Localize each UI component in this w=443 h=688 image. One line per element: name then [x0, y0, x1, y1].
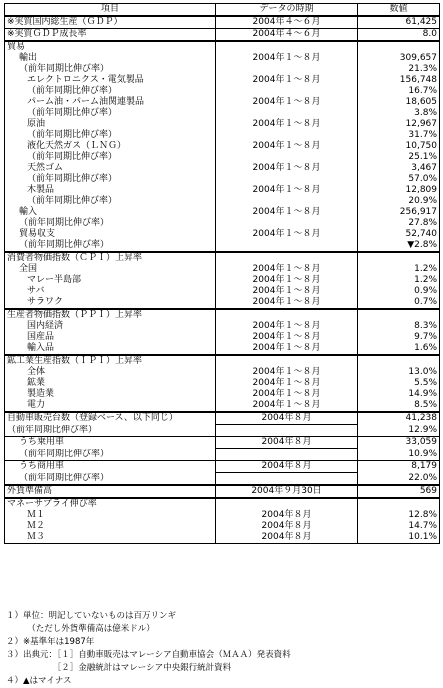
- line-label: エレクトロニクス・電気製品: [27, 75, 144, 85]
- auto-growth-value: 10.9%: [358, 449, 440, 461]
- line-value: 10,750: [405, 141, 437, 151]
- line-period: 2004年１～８月: [252, 75, 321, 85]
- auto-period: 2004年８月: [216, 437, 358, 449]
- footnote-line: （ただし外貨準備高は億米ドル）: [6, 624, 155, 634]
- line-period: [218, 152, 355, 163]
- table-header-row: [5, 4, 440, 17]
- line-period: [218, 174, 355, 185]
- line-label: （前年同期比伸び率）: [27, 108, 118, 118]
- line-period: 2004年１～８月: [252, 332, 321, 342]
- auto-growth-row: [5, 425, 440, 437]
- line-label: Ｍ１: [27, 510, 46, 520]
- cpi-labels: [5, 252, 216, 309]
- auto-growth-period: [216, 449, 358, 461]
- auto-period: 2004年８月: [216, 412, 358, 425]
- line-value: 1.2%: [414, 264, 437, 274]
- line-value: 156,748: [399, 75, 437, 85]
- line-period: 2004年８月: [261, 521, 312, 531]
- auto-growth-row: [5, 449, 440, 461]
- line-period: 2004年１～８月: [252, 275, 321, 285]
- reserves-value: 569: [358, 485, 440, 498]
- reserves-label: 外貨準備高: [5, 485, 216, 498]
- line-label: Ｍ３: [27, 532, 46, 542]
- auto-value: 41,238: [358, 412, 440, 425]
- auto-growth-row: [5, 473, 440, 486]
- ppi-values: [358, 309, 440, 355]
- auto-label: うち商用車: [5, 461, 216, 473]
- line-period: [218, 218, 355, 229]
- line-period: 2004年１～８月: [252, 378, 321, 388]
- auto-growth-label: （前年同期比伸び率）: [5, 473, 216, 486]
- line-value: 27.8%: [408, 218, 437, 228]
- auto-row: [5, 461, 440, 473]
- line-label: 国産品: [27, 332, 55, 342]
- line-label: 電力: [27, 400, 46, 410]
- line-label: 鉱業: [27, 378, 46, 388]
- money-values: [358, 498, 440, 544]
- row-label: ※実質国内総生産（ＧＤＰ）: [5, 16, 216, 29]
- line-label: （前年同期比伸び率）: [27, 86, 118, 96]
- line-period: 2004年１～８月: [252, 163, 321, 173]
- line-label: （前年同期比伸び率）: [27, 130, 118, 140]
- line-value: 12,967: [405, 119, 437, 129]
- line-period: 2004年１～８月: [252, 97, 321, 107]
- auto-row: [5, 437, 440, 449]
- line-value: 8.3%: [414, 321, 437, 331]
- line-period: [218, 64, 355, 75]
- row-period: 2004年４～６月: [216, 29, 358, 42]
- line-period: 2004年１～８月: [252, 286, 321, 296]
- auto-value: 8,179: [358, 461, 440, 473]
- line-period: 2004年８月: [261, 510, 312, 520]
- money-periods: [216, 498, 358, 544]
- line-value: 0.7%: [414, 297, 437, 307]
- trade-section: [5, 41, 440, 252]
- line-label: （前年同期比伸び率）: [27, 152, 118, 162]
- line-period: 2004年１～８月: [252, 343, 321, 353]
- row-period: 2004年４～６月: [216, 16, 358, 29]
- ipi-labels: [5, 355, 216, 412]
- economic-indicators-table: [4, 3, 440, 544]
- line-value: 12,809: [405, 185, 437, 195]
- line-value: 0.9%: [414, 286, 437, 296]
- line-value: 9.7%: [414, 332, 437, 342]
- line-period: [218, 86, 355, 97]
- line-period: 2004年１～８月: [252, 207, 321, 217]
- header-value: 数値: [358, 4, 440, 17]
- reserves-row: [5, 485, 440, 498]
- line-label: 貿易収支: [19, 229, 56, 239]
- ppi-periods: [216, 309, 358, 355]
- line-period: [218, 130, 355, 141]
- footnote-line: ３）出典元：［１］自動車販売はマレーシア自動車協会（ＭＡＡ）発表資料: [6, 650, 291, 660]
- row-value: 8.0: [358, 29, 440, 42]
- auto-label: 自動車販売台数（登録ベース、以下同じ）: [5, 412, 216, 425]
- line-value: 5.5%: [414, 378, 437, 388]
- line-value: 52,740: [405, 229, 437, 239]
- row-value: 61,425: [358, 16, 440, 29]
- trade-values: [358, 41, 440, 252]
- auto-growth-value: 12.9%: [358, 425, 440, 437]
- line-period: 2004年１～８月: [252, 229, 321, 239]
- line-period: 2004年１～８月: [252, 185, 321, 195]
- auto-growth-value: 22.0%: [358, 473, 440, 486]
- ppi-section: [5, 309, 440, 355]
- line-period: [218, 196, 355, 207]
- line-value: 21.3%: [408, 64, 437, 74]
- trade-periods: [216, 41, 358, 252]
- line-value: 16.7%: [408, 86, 437, 96]
- header-item: 項目: [5, 4, 216, 17]
- line-value: 57.0%: [408, 174, 437, 184]
- ipi-values: [358, 355, 440, 412]
- auto-row: [5, 412, 440, 425]
- auto-growth-label: （前年同期比伸び率）: [5, 425, 216, 437]
- auto-growth-label: （前年同期比伸び率）: [5, 449, 216, 461]
- line-value: 3,467: [411, 163, 437, 173]
- line-value: 31.7%: [408, 130, 437, 140]
- line-value: 20.9%: [408, 196, 437, 206]
- ppi-labels: [5, 309, 216, 355]
- footnote-line: １）単位：明記していないものは百万リンギ: [6, 611, 177, 621]
- line-value: 1.2%: [414, 275, 437, 285]
- line-value: 1.6%: [414, 343, 437, 353]
- line-period: [218, 108, 355, 119]
- table-row: [5, 29, 440, 42]
- line-period: 2004年１～８月: [252, 53, 321, 63]
- line-label: （前年同期比伸び率）: [27, 196, 118, 206]
- line-period: [218, 240, 355, 251]
- line-value: 309,657: [399, 53, 437, 63]
- footnote-line: ４）▲はマイナス: [6, 676, 72, 686]
- table-row: [5, 16, 440, 29]
- auto-growth-period: [216, 425, 358, 437]
- line-label: （前年同期比伸び率）: [19, 240, 110, 250]
- line-value: 18,605: [405, 97, 437, 107]
- reserves-period: 2004年９月30日: [216, 485, 358, 498]
- money-title: マネーサプライ伸び率: [7, 499, 97, 509]
- ipi-title: 鉱工業生産指数（ＩＰＩ）上昇率: [7, 356, 143, 366]
- money-labels: [5, 498, 216, 544]
- footnotes: [6, 610, 436, 688]
- auto-growth-period: [216, 473, 358, 486]
- cpi-title: 消費者物価指数（ＣＰＩ）上昇率: [7, 253, 143, 263]
- cpi-values: [358, 252, 440, 309]
- line-label: 輸入品: [27, 343, 55, 353]
- cpi-section: [5, 252, 440, 309]
- row-label: ※実質ＧＤＰ成長率: [5, 29, 216, 42]
- auto-label: うち乗用車: [5, 437, 216, 449]
- ipi-section: [5, 355, 440, 412]
- line-label: 天然ゴム: [27, 163, 64, 173]
- money-section: [5, 498, 440, 544]
- line-period: 2004年８月: [261, 532, 312, 542]
- line-value: 256,917: [399, 207, 437, 217]
- line-value: 14.9%: [408, 389, 437, 399]
- ipi-periods: [216, 355, 358, 412]
- trade-labels: [5, 41, 216, 252]
- auto-value: 33,059: [358, 437, 440, 449]
- line-period: 2004年１～８月: [252, 141, 321, 151]
- line-label: 全国: [19, 264, 38, 274]
- line-label: （前年同期比伸び率）: [19, 218, 110, 228]
- line-label: 輸出: [19, 53, 38, 63]
- line-label: 原油: [27, 119, 46, 129]
- line-label: 輸入: [19, 207, 38, 217]
- line-label: 液化天然ガス（ＬＮＧ）: [27, 141, 127, 151]
- line-label: サラワク: [27, 297, 64, 307]
- line-value: 12.8%: [408, 510, 437, 520]
- ppi-title: 生産者物価指数（ＰＰＩ）上昇率: [7, 310, 143, 320]
- header-period: データの時期: [216, 4, 358, 17]
- line-value: 8.5%: [414, 400, 437, 410]
- line-label: 製造業: [27, 389, 55, 399]
- auto-period: 2004年８月: [216, 461, 358, 473]
- line-value: ▼2.8%: [407, 240, 437, 250]
- line-period: 2004年１～８月: [252, 400, 321, 410]
- line-label: 木製品: [27, 185, 55, 195]
- line-period: 2004年１～８月: [252, 297, 321, 307]
- line-period: 2004年１～８月: [252, 321, 321, 331]
- line-value: 13.0%: [408, 367, 437, 377]
- footnote-line: ［２］金融統計はマレーシア中央銀行統計資料: [6, 663, 232, 673]
- line-period: 2004年１～８月: [252, 389, 321, 399]
- line-label: 国内経済: [27, 321, 64, 331]
- line-label: パーム油・パーム油関連製品: [27, 97, 145, 107]
- line-value: 10.1%: [408, 532, 437, 542]
- line-label: マレー半島部: [27, 275, 82, 285]
- line-label: （前年同期比伸び率）: [27, 174, 118, 184]
- line-period: 2004年１～８月: [252, 119, 321, 129]
- line-value: 14.7%: [408, 521, 437, 531]
- trade-title: 貿易: [7, 42, 26, 52]
- cpi-periods: [216, 252, 358, 309]
- line-label: （前年同期比伸び率）: [19, 64, 110, 74]
- line-value: 3.8%: [414, 108, 437, 118]
- line-label: Ｍ２: [27, 521, 46, 531]
- line-label: サバ: [27, 286, 45, 296]
- line-period: 2004年１～８月: [252, 367, 321, 377]
- line-label: 全体: [27, 367, 46, 377]
- footnote-line: ２）※基準年は1987年: [6, 637, 95, 647]
- line-value: 25.1%: [408, 152, 437, 162]
- line-period: 2004年１～８月: [252, 264, 321, 274]
